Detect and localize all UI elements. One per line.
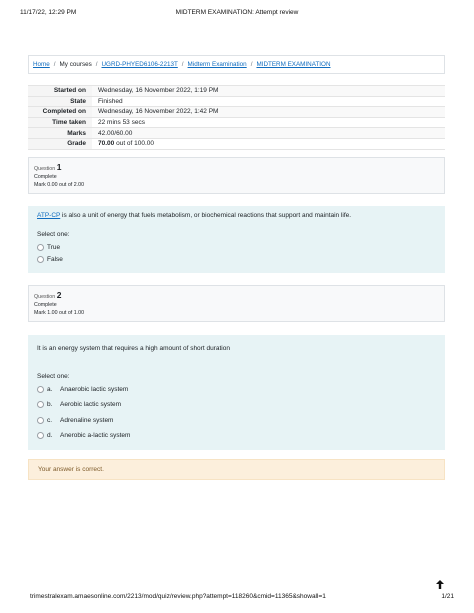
summary-label: Completed on (28, 107, 92, 118)
arrow-up-icon (436, 580, 444, 589)
option-label: Adrenaline system (60, 416, 114, 424)
question-number: 1 (56, 162, 62, 172)
question-state: Complete (34, 301, 57, 308)
summary-value: Wednesday, 16 November 2022, 1:19 PM (92, 86, 445, 97)
radio-button[interactable] (37, 417, 44, 424)
summary-row-started (28, 86, 445, 97)
summary-row-completed (28, 107, 445, 118)
breadcrumb-home-link[interactable]: Home (33, 61, 50, 68)
print-footer (30, 593, 454, 603)
breadcrumb-midterm-link[interactable]: Midterm Examination (187, 61, 247, 68)
summary-row-grade (28, 138, 445, 149)
breadcrumb-exam-link[interactable]: MIDTERM EXAMINATION (256, 61, 331, 68)
option-letter: d. (47, 432, 53, 440)
option-label: False (47, 256, 63, 264)
summary-value (92, 138, 445, 149)
print-header (20, 9, 454, 19)
question-word: Question (34, 294, 56, 300)
select-prompt: Select one: (37, 373, 70, 381)
radio-button[interactable] (37, 256, 44, 263)
grade-out-of: out of 100.00 (114, 140, 155, 148)
breadcrumb-course-link[interactable]: UGRD-PHYED6106-2213T (101, 61, 178, 68)
question-2-info (28, 285, 445, 322)
answer-option[interactable] (37, 243, 436, 252)
attempt-summary-table (28, 85, 445, 150)
question-word: Question (34, 166, 56, 172)
summary-label: State (28, 96, 92, 107)
summary-row-marks (28, 128, 445, 139)
question-text: It is an energy system that requires a high amount of short duration (37, 345, 230, 352)
answer-option[interactable] (37, 416, 436, 425)
page-number: 1/21 (441, 593, 454, 600)
answer-option[interactable] (37, 255, 436, 264)
question-1-info (28, 157, 445, 194)
breadcrumb-separator: / (95, 61, 98, 68)
answer-option[interactable] (37, 385, 436, 394)
breadcrumb-separator: / (181, 61, 184, 68)
option-letter: b. (47, 401, 53, 409)
answer-option[interactable] (37, 400, 436, 409)
question-abbr[interactable]: ATP-CP (37, 212, 61, 219)
summary-value: 42.00/60.00 (92, 128, 445, 139)
question-state: Complete (34, 173, 57, 180)
summary-value: Wednesday, 16 November 2022, 1:42 PM (92, 107, 445, 118)
question-text: ATP-CP is also a unit of energy that fuels metabolism, or biochemical reactions that support and maintain life. (37, 212, 352, 219)
summary-value: Finished (92, 96, 445, 107)
summary-label: Time taken (28, 117, 92, 128)
option-label: Anaerobic lactic system (60, 385, 129, 393)
option-label: Anerobic a-lactic system (60, 432, 131, 440)
print-title: MIDTERM EXAMINATION: Attempt review (175, 9, 299, 16)
radio-button[interactable] (37, 386, 44, 393)
radio-button[interactable] (37, 401, 44, 408)
question-mark: Mark 1.00 out of 1.00 (34, 309, 85, 316)
summary-label: Marks (28, 128, 92, 139)
print-date: 11/17/22, 12:29 PM (20, 9, 77, 16)
summary-label: Grade (28, 138, 92, 149)
option-letter: c. (47, 416, 53, 424)
summary-value: 22 mins 53 secs (92, 117, 445, 128)
breadcrumb-separator: / (250, 61, 253, 68)
option-label: True (47, 243, 61, 251)
select-prompt: Select one: (37, 231, 70, 239)
breadcrumb (28, 55, 445, 74)
radio-button[interactable] (37, 244, 44, 251)
option-letter: a. (47, 385, 53, 393)
question-1-content (28, 206, 445, 273)
question-2-content (28, 335, 445, 450)
summary-row-state (28, 96, 445, 107)
question-number: 2 (56, 290, 62, 300)
summary-label: Started on (28, 86, 92, 97)
radio-button[interactable] (37, 432, 44, 439)
answer-option[interactable] (37, 431, 436, 440)
breadcrumb-separator: / (53, 61, 56, 68)
back-to-top-button[interactable] (431, 577, 448, 591)
option-label: Aerobic lactic system (60, 401, 122, 409)
answer-feedback: Your answer is correct. (28, 459, 445, 480)
print-url: trimestralexam.amaesonline.com/2213/mod/quiz/review.php?attempt=118260&cmid=11365&showall=1 (30, 593, 326, 600)
grade-value: 70.00 (98, 140, 115, 148)
breadcrumb-my-courses[interactable]: My courses (59, 61, 92, 68)
summary-row-time-taken (28, 117, 445, 128)
question-mark: Mark 0.00 out of 2.00 (34, 181, 85, 188)
